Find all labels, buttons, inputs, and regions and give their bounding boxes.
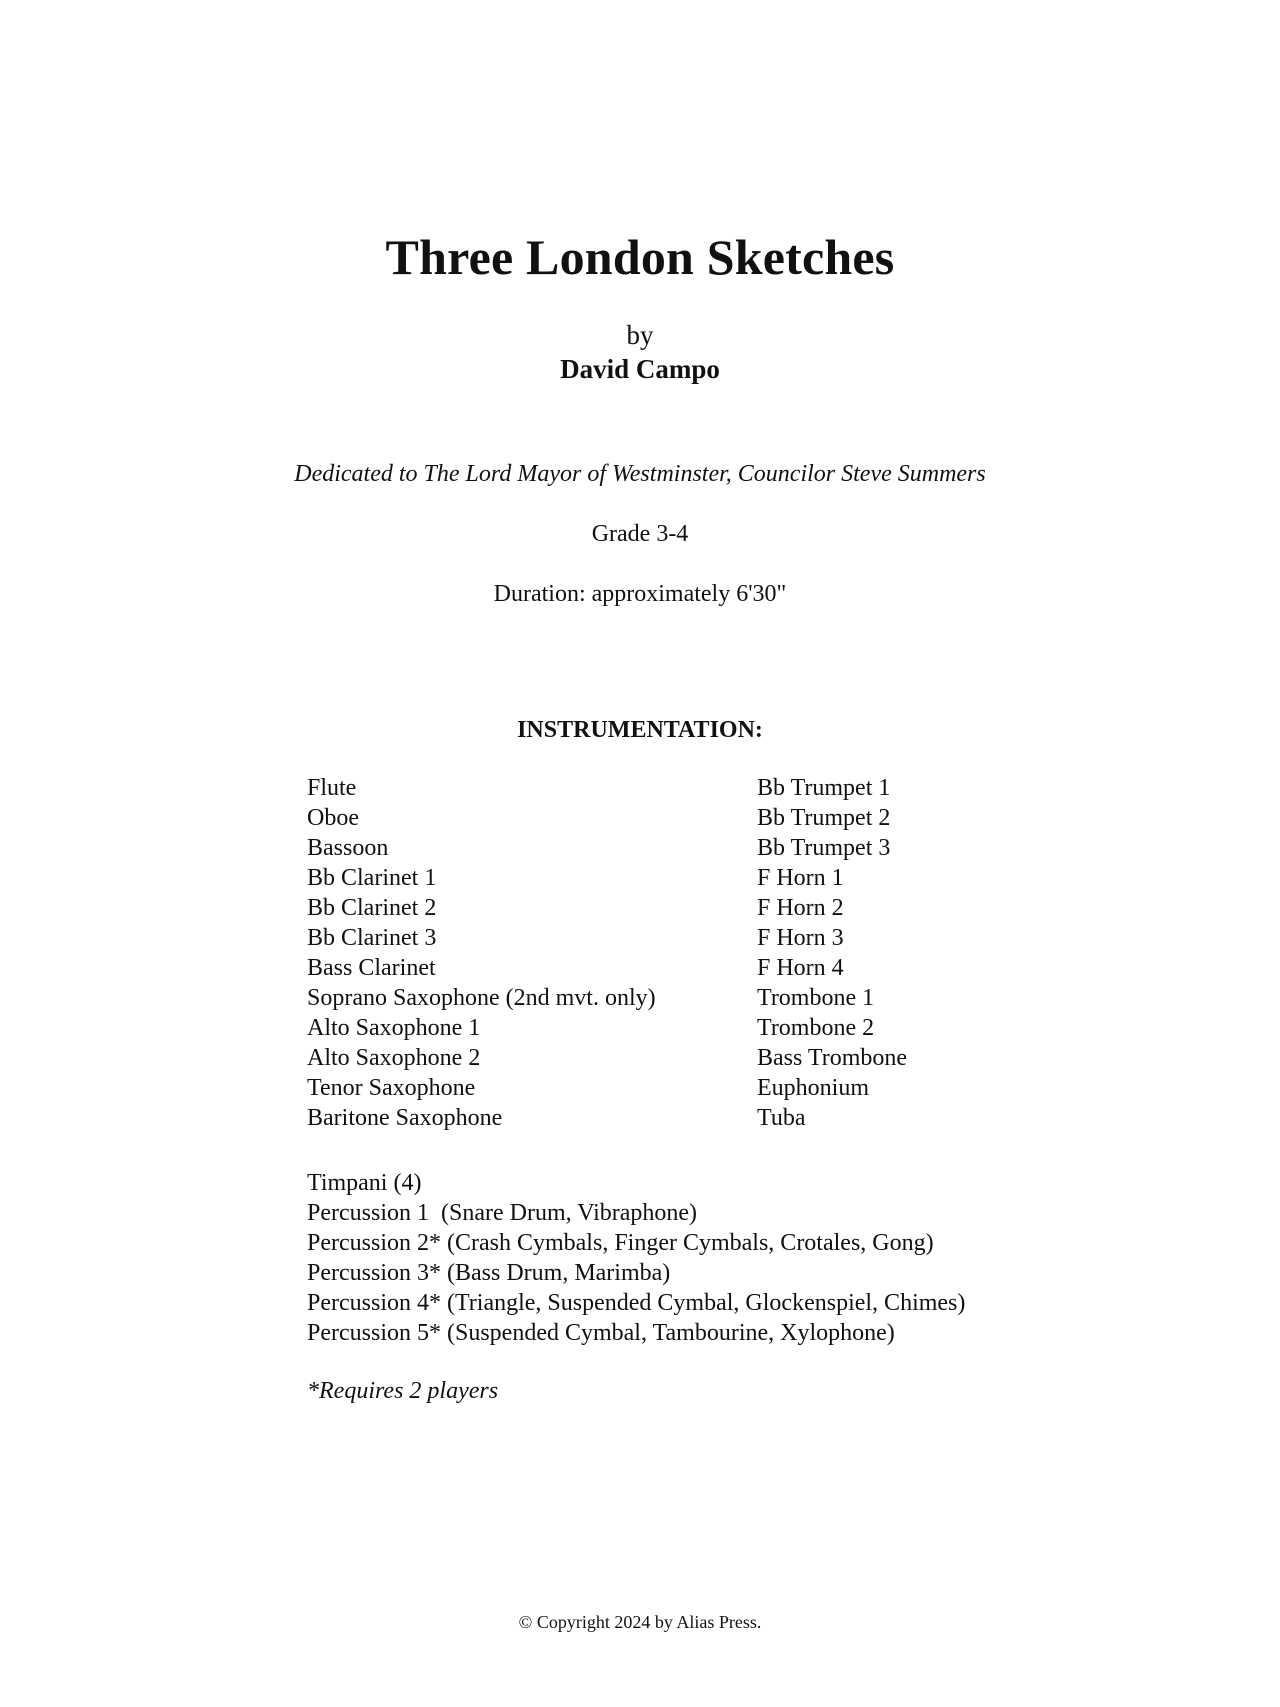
list-item: Alto Saxophone 2 xyxy=(307,1045,481,1071)
list-item: F Horn 3 xyxy=(757,925,844,951)
list-item: Percussion 2* (Crash Cymbals, Finger Cymbals, Crotales, Gong) xyxy=(307,1230,934,1256)
list-item: Bass Trombone xyxy=(757,1045,908,1071)
list-item: Percussion 5* (Suspended Cymbal, Tambourine, Xylophone) xyxy=(307,1320,895,1346)
list-item: Percussion 3* (Bass Drum, Marimba) xyxy=(307,1260,671,1286)
grade-level: Grade 3-4 xyxy=(591,521,689,547)
list-item: F Horn 1 xyxy=(757,865,844,891)
list-item: Bassoon xyxy=(307,835,389,861)
list-item: Timpani (4) xyxy=(307,1170,422,1196)
duration: Duration: approximately 6'30" xyxy=(493,581,787,607)
list-item: F Horn 4 xyxy=(757,955,844,981)
woodwinds-list xyxy=(307,773,656,1133)
list-item: Baritone Saxophone xyxy=(307,1105,503,1131)
list-item: Bass Clarinet xyxy=(307,955,436,981)
list-item: Flute xyxy=(307,775,357,801)
list-item: F Horn 2 xyxy=(757,895,844,921)
list-item: Oboe xyxy=(307,805,359,831)
list-item: Bb Clarinet 2 xyxy=(307,895,437,921)
list-item: Euphonium xyxy=(757,1075,869,1101)
percussion-list xyxy=(307,1168,965,1348)
list-item: Tuba xyxy=(757,1105,806,1131)
dedication: Dedicated to The Lord Mayor of Westminster, Councilor Steve Summers xyxy=(294,461,986,487)
list-item: Bb Clarinet 3 xyxy=(307,925,437,951)
list-item: Percussion 4* (Triangle, Suspended Cymbal, Glockenspiel, Chimes) xyxy=(307,1290,966,1316)
by-label: by xyxy=(626,320,654,350)
list-item: Percussion 1 (Snare Drum, Vibraphone) xyxy=(307,1200,698,1226)
list-item: Bb Trumpet 2 xyxy=(757,805,891,831)
instrumentation-heading: INSTRUMENTATION: xyxy=(517,717,763,743)
list-item: Trombone 2 xyxy=(757,1015,875,1041)
copyright-notice: © Copyright 2024 by Alias Press. xyxy=(518,1612,762,1632)
list-item: Soprano Saxophone (2nd mvt. only) xyxy=(307,985,656,1011)
list-item: Alto Saxophone 1 xyxy=(307,1015,481,1041)
list-item: Bb Trumpet 3 xyxy=(757,835,891,861)
list-item: Trombone 1 xyxy=(757,985,875,1011)
list-item: Tenor Saxophone xyxy=(307,1075,476,1101)
list-item: Bb Clarinet 1 xyxy=(307,865,437,891)
list-item: Bb Trumpet 1 xyxy=(757,775,891,801)
brass-list xyxy=(757,773,907,1133)
footnote: *Requires 2 players xyxy=(307,1378,499,1404)
composer-name: David Campo xyxy=(560,354,720,384)
page-title: Three London Sketches xyxy=(385,229,895,285)
